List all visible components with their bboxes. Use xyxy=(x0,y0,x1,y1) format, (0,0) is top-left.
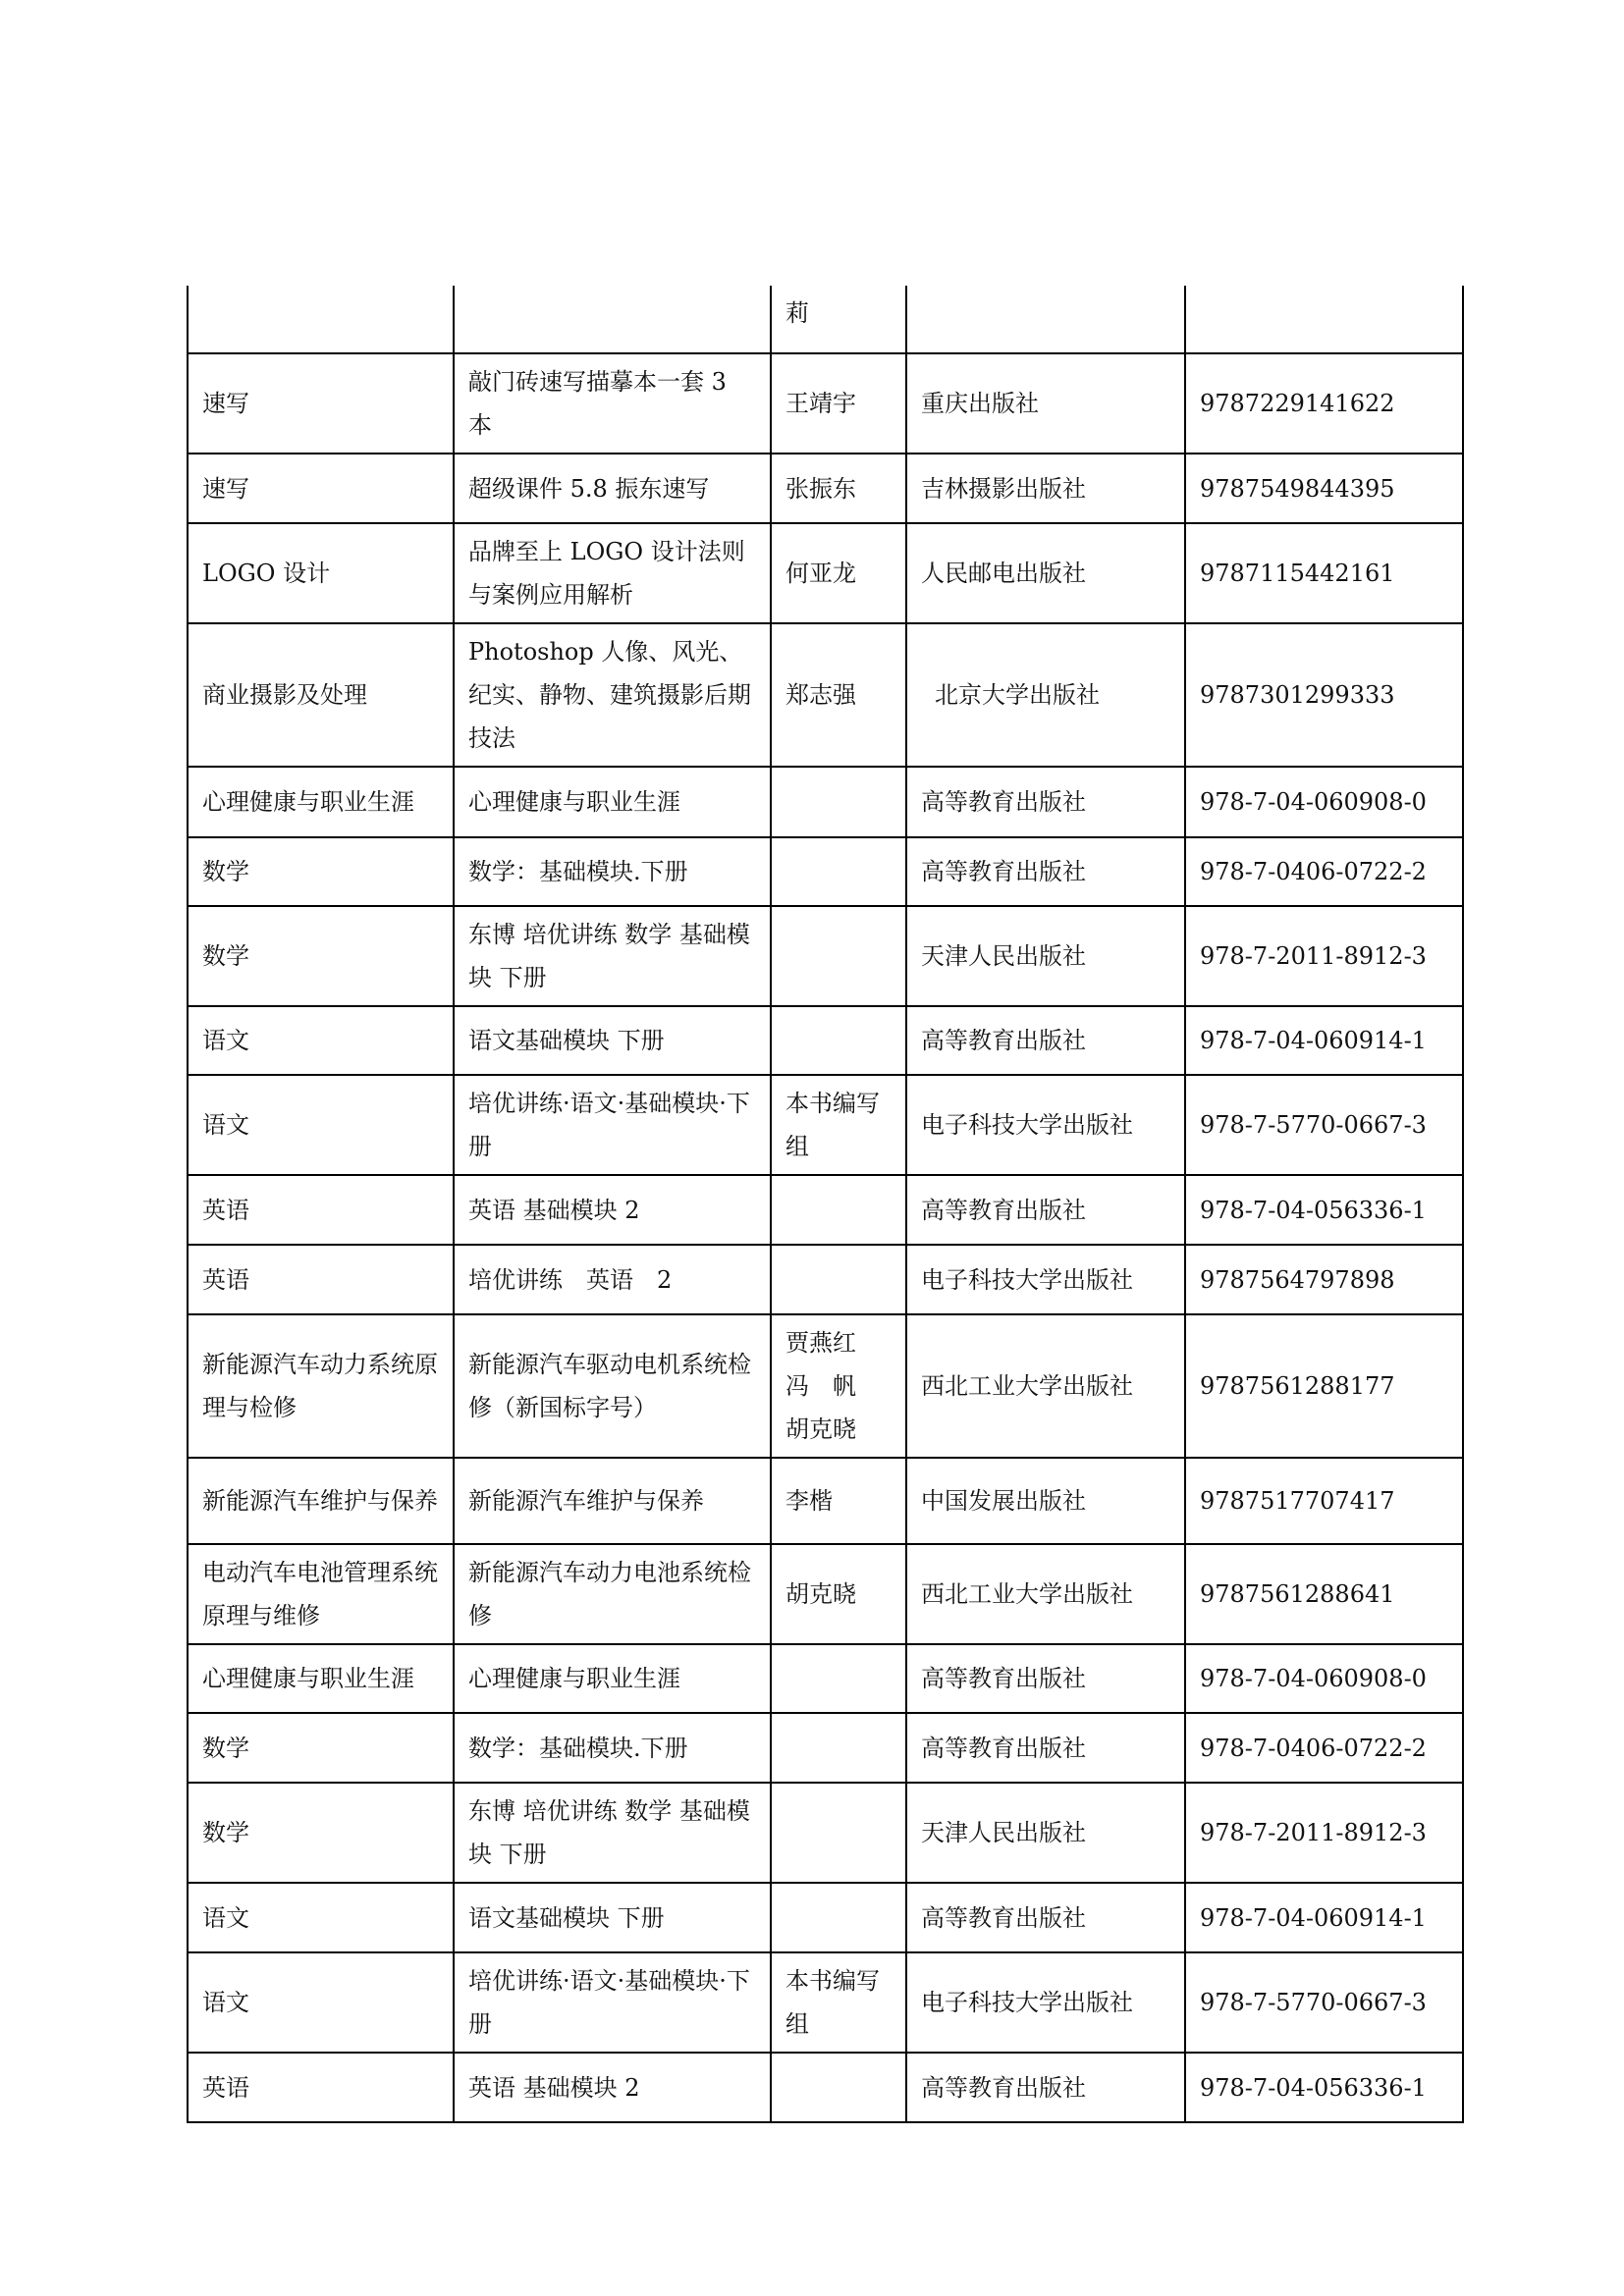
publisher-cell: 吉林摄影出版社 xyxy=(906,454,1185,523)
author-cell xyxy=(771,1883,906,1952)
course-cell: 数学 xyxy=(188,1713,454,1783)
course-cell: 速写 xyxy=(188,353,454,454)
book-title-cell: Photoshop 人像、风光、纪实、静物、建筑摄影后期技法 xyxy=(454,623,771,767)
book-title-cell: 培优讲练·语文·基础模块·下册 xyxy=(454,1075,771,1175)
publisher-cell: 高等教育出版社 xyxy=(906,767,1185,837)
table-row xyxy=(188,1314,1463,1458)
author-cell xyxy=(771,1644,906,1713)
author-cell xyxy=(771,906,906,1006)
isbn-cell xyxy=(1185,286,1463,353)
table-row xyxy=(188,837,1463,906)
table-row xyxy=(188,1245,1463,1314)
publisher-cell: 重庆出版社 xyxy=(906,353,1185,454)
table-row xyxy=(188,906,1463,1006)
publisher-cell: 西北工业大学出版社 xyxy=(906,1314,1185,1458)
course-cell: 心理健康与职业生涯 xyxy=(188,1644,454,1713)
author-cell xyxy=(771,767,906,837)
course-cell: LOGO 设计 xyxy=(188,523,454,623)
publisher-cell: 电子科技大学出版社 xyxy=(906,1075,1185,1175)
table-row xyxy=(188,286,1463,353)
table-row xyxy=(188,1175,1463,1245)
course-cell: 速写 xyxy=(188,454,454,523)
table-row xyxy=(188,623,1463,767)
author-cell: 本书编写组 xyxy=(771,1952,906,2053)
isbn-cell: 978-7-04-060914-1 xyxy=(1185,1883,1463,1952)
publisher-cell: 人民邮电出版社 xyxy=(906,523,1185,623)
book-title-cell: 培优讲练 英语 2 xyxy=(454,1245,771,1314)
table-row xyxy=(188,1458,1463,1544)
author-cell xyxy=(771,2053,906,2122)
author-cell: 王靖宇 xyxy=(771,353,906,454)
textbook-table-body xyxy=(188,286,1463,2122)
table-row xyxy=(188,1883,1463,1952)
book-title-cell: 超级课件 5.8 振东速写 xyxy=(454,454,771,523)
book-title-cell: 心理健康与职业生涯 xyxy=(454,767,771,837)
course-cell: 语文 xyxy=(188,1952,454,2053)
course-cell: 电动汽车电池管理系统原理与维修 xyxy=(188,1544,454,1644)
table-row xyxy=(188,1544,1463,1644)
author-cell: 李楷 xyxy=(771,1458,906,1544)
publisher-cell: 高等教育出版社 xyxy=(906,1713,1185,1783)
table-row xyxy=(188,1075,1463,1175)
course-cell: 语文 xyxy=(188,1006,454,1075)
author-cell xyxy=(771,1245,906,1314)
table-row xyxy=(188,1644,1463,1713)
isbn-cell: 978-7-04-060908-0 xyxy=(1185,767,1463,837)
author-cell: 何亚龙 xyxy=(771,523,906,623)
book-title-cell: 新能源汽车驱动电机系统检修（新国标字号） xyxy=(454,1314,771,1458)
book-title-cell: 东博 培优讲练 数学 基础模块 下册 xyxy=(454,906,771,1006)
table-row xyxy=(188,1783,1463,1883)
course-cell: 商业摄影及处理 xyxy=(188,623,454,767)
book-title-cell: 数学：基础模块.下册 xyxy=(454,1713,771,1783)
book-title-cell: 新能源汽车维护与保养 xyxy=(454,1458,771,1544)
isbn-cell: 9787549844395 xyxy=(1185,454,1463,523)
isbn-cell: 978-7-5770-0667-3 xyxy=(1185,1075,1463,1175)
author-cell xyxy=(771,1006,906,1075)
isbn-cell: 9787517707417 xyxy=(1185,1458,1463,1544)
course-cell: 数学 xyxy=(188,1783,454,1883)
book-title-cell: 新能源汽车动力电池系统检修 xyxy=(454,1544,771,1644)
table-row xyxy=(188,1713,1463,1783)
book-title-cell: 品牌至上 LOGO 设计法则与案例应用解析 xyxy=(454,523,771,623)
author-cell: 莉 xyxy=(771,286,906,353)
publisher-cell: 天津人民出版社 xyxy=(906,1783,1185,1883)
publisher-cell: 天津人民出版社 xyxy=(906,906,1185,1006)
publisher-cell: 北京大学出版社 xyxy=(906,623,1185,767)
table-row xyxy=(188,523,1463,623)
course-cell: 英语 xyxy=(188,1245,454,1314)
publisher-cell xyxy=(906,286,1185,353)
isbn-cell: 9787115442161 xyxy=(1185,523,1463,623)
author-cell xyxy=(771,1783,906,1883)
course-cell: 英语 xyxy=(188,2053,454,2122)
table-row xyxy=(188,2053,1463,2122)
table-row xyxy=(188,767,1463,837)
course-cell xyxy=(188,286,454,353)
book-title-cell: 东博 培优讲练 数学 基础模块 下册 xyxy=(454,1783,771,1883)
isbn-cell: 9787301299333 xyxy=(1185,623,1463,767)
book-title-cell: 培优讲练·语文·基础模块·下册 xyxy=(454,1952,771,2053)
course-cell: 语文 xyxy=(188,1075,454,1175)
publisher-cell: 高等教育出版社 xyxy=(906,1006,1185,1075)
publisher-cell: 高等教育出版社 xyxy=(906,2053,1185,2122)
book-title-cell: 敲门砖速写描摹本一套 3 本 xyxy=(454,353,771,454)
publisher-cell: 电子科技大学出版社 xyxy=(906,1245,1185,1314)
isbn-cell: 978-7-0406-0722-2 xyxy=(1185,837,1463,906)
isbn-cell: 978-7-04-060914-1 xyxy=(1185,1006,1463,1075)
author-cell: 郑志强 xyxy=(771,623,906,767)
isbn-cell: 9787229141622 xyxy=(1185,353,1463,454)
isbn-cell: 9787564797898 xyxy=(1185,1245,1463,1314)
author-cell xyxy=(771,1713,906,1783)
isbn-cell: 978-7-2011-8912-3 xyxy=(1185,906,1463,1006)
book-title-cell: 数学：基础模块.下册 xyxy=(454,837,771,906)
publisher-cell: 西北工业大学出版社 xyxy=(906,1544,1185,1644)
publisher-cell: 高等教育出版社 xyxy=(906,837,1185,906)
book-title-cell: 英语 基础模块 2 xyxy=(454,1175,771,1245)
book-title-cell: 语文基础模块 下册 xyxy=(454,1883,771,1952)
book-title-cell: 语文基础模块 下册 xyxy=(454,1006,771,1075)
book-title-cell: 心理健康与职业生涯 xyxy=(454,1644,771,1713)
isbn-cell: 978-7-04-056336-1 xyxy=(1185,2053,1463,2122)
isbn-cell: 978-7-04-060908-0 xyxy=(1185,1644,1463,1713)
course-cell: 数学 xyxy=(188,906,454,1006)
publisher-cell: 高等教育出版社 xyxy=(906,1644,1185,1713)
isbn-cell: 9787561288641 xyxy=(1185,1544,1463,1644)
course-cell: 心理健康与职业生涯 xyxy=(188,767,454,837)
book-title-cell xyxy=(454,286,771,353)
publisher-cell: 中国发展出版社 xyxy=(906,1458,1185,1544)
author-cell: 张振东 xyxy=(771,454,906,523)
publisher-cell: 电子科技大学出版社 xyxy=(906,1952,1185,2053)
table-row xyxy=(188,353,1463,454)
author-cell: 贾燕红 冯 帆 胡克晓 xyxy=(771,1314,906,1458)
author-cell: 本书编写组 xyxy=(771,1075,906,1175)
isbn-cell: 978-7-04-056336-1 xyxy=(1185,1175,1463,1245)
table-row xyxy=(188,454,1463,523)
author-cell: 胡克晓 xyxy=(771,1544,906,1644)
isbn-cell: 978-7-5770-0667-3 xyxy=(1185,1952,1463,2053)
author-cell xyxy=(771,837,906,906)
course-cell: 新能源汽车维护与保养 xyxy=(188,1458,454,1544)
course-cell: 数学 xyxy=(188,837,454,906)
course-cell: 英语 xyxy=(188,1175,454,1245)
isbn-cell: 978-7-0406-0722-2 xyxy=(1185,1713,1463,1783)
table-row xyxy=(188,1006,1463,1075)
author-cell xyxy=(771,1175,906,1245)
table-row xyxy=(188,1952,1463,2053)
publisher-cell: 高等教育出版社 xyxy=(906,1175,1185,1245)
book-title-cell: 英语 基础模块 2 xyxy=(454,2053,771,2122)
course-cell: 语文 xyxy=(188,1883,454,1952)
course-cell: 新能源汽车动力系统原理与检修 xyxy=(188,1314,454,1458)
publisher-cell: 高等教育出版社 xyxy=(906,1883,1185,1952)
isbn-cell: 9787561288177 xyxy=(1185,1314,1463,1458)
isbn-cell: 978-7-2011-8912-3 xyxy=(1185,1783,1463,1883)
textbook-table xyxy=(187,286,1464,2123)
